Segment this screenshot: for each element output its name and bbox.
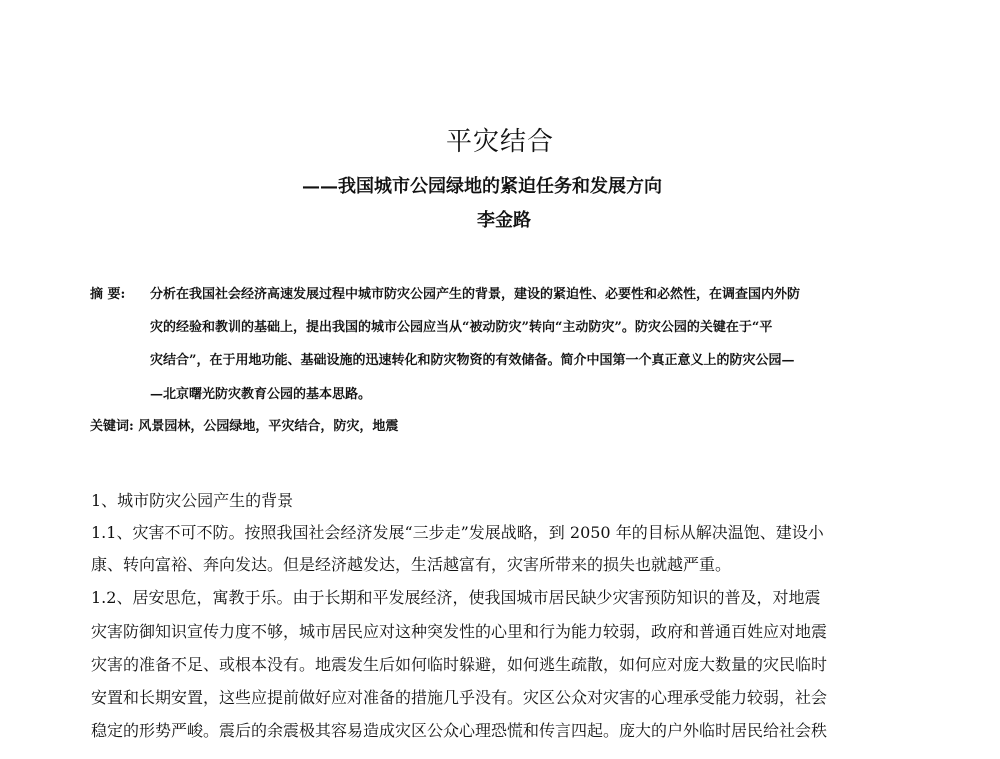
paper-title: 平灾结合: [445, 127, 554, 157]
abstract-line: 分析在我国社会经济高速发展过程中城市防灾公园产生的背景，建设的紧迫性、必要性和必然性，在调查国内外防: [150, 287, 801, 302]
body-line: 1.1、灾害不可不防。按照我国社会经济发展“三步走”发展战略，到 2050 年的目标从解决温饱、建设小: [91, 523, 824, 542]
body-line: 安置和长期安置，这些应提前做好应对准备的措施几乎没有。灾区公众对灾害的心理承受能力较弱，社会: [91, 688, 828, 707]
keywords: [90, 412, 398, 442]
keywords-label: 关键词:: [90, 419, 134, 434]
body-line: 灾害的准备不足、或根本没有。地震发生后如何临时躲避，如何逃生疏散，如何应对庞大数量的灾民临时: [91, 655, 828, 674]
abstract-line: —北京曙光防灾教育公园的基本思路。: [150, 387, 372, 402]
abstract-line: 灾结合”，在于用地功能、基础设施的迅速转化和防灾物资的有效储备。简介中国第一个真正意义上的防灾公园—: [150, 353, 795, 368]
body-line: 灾害防御知识宣传力度不够，城市居民应对这种突发性的心里和行为能力较弱，政府和普通百姓应对地震: [91, 622, 828, 641]
keywords-text: 风景园林，公园绿地，平灾结合，防灾，地震: [138, 419, 399, 434]
body-line: 稳定的形势严峻。震后的余震极其容易造成灾区公众心理恐慌和传言四起。庞大的户外临时居民给社会秩: [91, 721, 828, 740]
body-line: 1.2、居安思危，寓教于乐。由于长期和平发展经济，使我国城市居民缺少灾害预防知识的普及，对地震: [91, 588, 821, 607]
abstract-label: 摘 要:: [90, 287, 126, 302]
paper-subtitle: ——我国城市公园绿地的紧迫任务和发展方向: [302, 176, 662, 197]
abstract-line: 灾的经验和教训的基础上，提出我国的城市公园应当从“被动防灾”转向“主动防灾”。防灾公园的关键在于“平: [150, 320, 773, 335]
body-line: 康、转向富裕、奔向发达。但是经济越发达，生活越富有，灾害所带来的损失也就越严重。: [91, 555, 732, 574]
author-name: 李金路: [477, 210, 531, 231]
section-heading: 1、城市防灾公园产生的背景: [91, 491, 294, 510]
